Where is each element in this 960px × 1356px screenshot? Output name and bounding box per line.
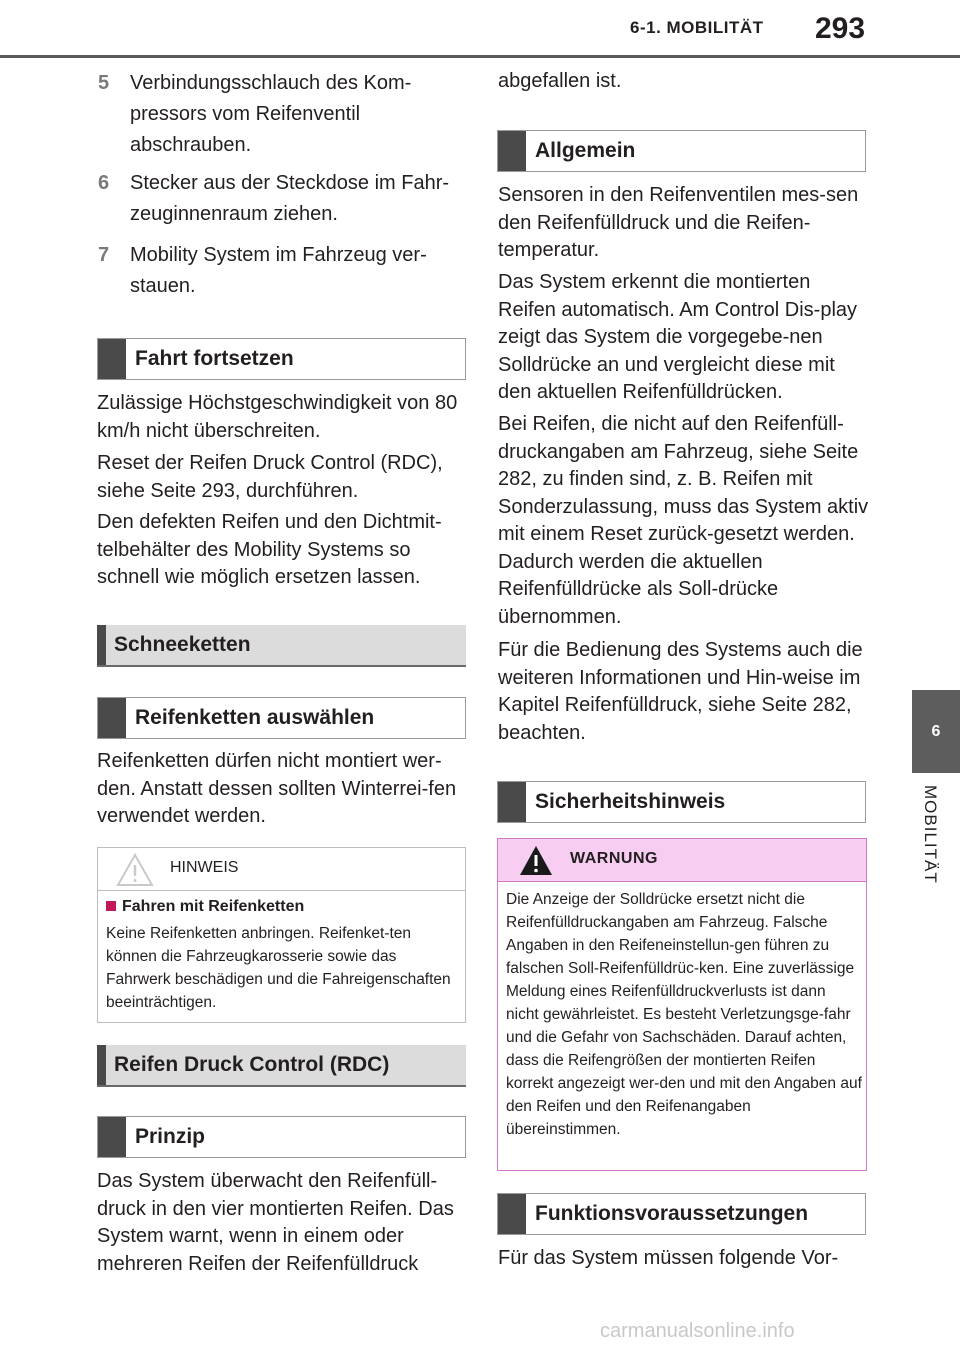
paragraph-speed: Zulässige Höchstgeschwindigkeit von 80 km/h nicht überschreiten. — [97, 392, 458, 442]
paragraph-prinzip: Das System überwacht den Reifenfüll-druck in den vier montierten Reifen. Das System warnt, wenn in einem oder mehreren Reifen der Reifenfülldruck — [97, 1170, 454, 1275]
section-rdc: Reifen Druck Control (RDC) — [97, 1045, 466, 1087]
paragraph-bedienung: Für die Bedienung des Systems auch die weiteren Informationen und Hin-weise im Kapitel Reifenfülldruck, siehe Seite 282, beachten. — [498, 639, 863, 744]
heading-funktionsvoraussetzungen: Funktionsvoraussetzungen — [497, 1193, 866, 1235]
section-title: 6-1. MOBILITÄT — [630, 18, 764, 37]
header-divider — [0, 55, 960, 58]
paragraph-bei-reifen: Bei Reifen, die nicht auf den Reifenfüll-druckangaben am Fahrzeug, siehe Seite 282, zu finden sind, z. B. Reifen mit Sonderzulassung, muss das System aktiv mit einem Reset zurück-gesetzt werden. Dadurch werden die aktuellen Reifenfülldrücke als Soll-drücke übernommen. — [498, 413, 869, 628]
watermark: carmanualsonline.info — [600, 1320, 795, 1342]
bullet-square-icon — [106, 901, 116, 911]
chapter-number: 6 — [931, 722, 941, 740]
paragraph-ketten: Reifenketten dürfen nicht montiert wer-den. Anstatt dessen sollten Winterrei-fen verwendet werden. — [97, 750, 457, 827]
chapter-tab — [912, 690, 960, 773]
chapter-label: MOBILITÄT — [921, 785, 940, 884]
warning-triangle-icon — [116, 853, 154, 887]
step-6: 6 Stecker aus der Steckdose im Fahr-zeuginnenraum ziehen. — [98, 172, 450, 225]
heading-reifenketten: Reifenketten auswählen — [97, 697, 466, 739]
step-5: 5 Verbindungsschlauch des Kom-pressors vom Reifenventil abschrauben. — [98, 72, 412, 156]
paragraph-sensoren: Sensoren in den Reifenventilen mes-sen den Reifenfülldruck und die Reifen-temperatur. — [498, 184, 859, 261]
section-schneeketten: Schneeketten — [97, 625, 466, 667]
paragraph-continued: abgefallen ist. — [498, 70, 622, 92]
paragraph-defekt: Den defekten Reifen und den Dichtmit-telbehälter des Mobility Systems so schnell wie möglich ersetzen lassen. — [97, 511, 442, 588]
step-7: 7 Mobility System im Fahrzeug ver-stauen. — [98, 244, 427, 297]
note-body: Keine Reifenketten anbringen. Reifenket-ten können die Fahrzeugkarosserie sowie das Fahrwerk beschädigen und die Fahreigenschaften beeinträchtigen. — [106, 925, 451, 1011]
note-title: HINWEIS — [170, 859, 239, 876]
paragraph-reset: Reset der Reifen Druck Control (RDC), siehe Seite 293, durchführen. — [97, 452, 443, 502]
warning-title: WARNUNG — [570, 850, 658, 867]
paragraph-erkennt: Das System erkennt die montierten Reifen automatisch. Am Control Dis-play zeigt das System die vorgegebe-nen Solldrücke an und vergleicht diese mit den aktuellen Reifenfülldrücken. — [498, 271, 858, 403]
warning-box — [497, 838, 867, 1171]
paragraph-funktion: Für das System müssen folgende Vor- — [498, 1247, 839, 1269]
note-box — [97, 847, 466, 1023]
note-subtitle: Fahren mit Reifenketten — [106, 898, 304, 916]
heading-sicherheitshinweis: Sicherheitshinweis — [497, 781, 866, 823]
heading-fahrt-fortsetzen: Fahrt fortsetzen — [97, 338, 466, 380]
warning-body: Die Anzeige der Solldrücke ersetzt nicht die Reifenfülldruckangaben am Fahrzeug. Falsche Angaben in den Reifeneinstellun-gen führen zu falschen Soll-Reifenfülldrüc-ken. Eine zuverlässige Meldung eines Reifenfülldruckverlusts ist dann nicht gewährleistet. Es besteht Verletzungsge-fahr und die Gefahr von Sachschäden. Darauf achten, dass die Reifengrößen der montierten Reifen korrekt angezeigt wer-den und mit den Angaben auf den Reifen und den Reifenangaben übereinstimmen. — [506, 891, 862, 1138]
heading-prinzip: Prinzip — [97, 1116, 466, 1158]
heading-allgemein: Allgemein — [497, 130, 866, 172]
page-number: 293 — [815, 12, 866, 45]
warning-icon — [518, 844, 554, 877]
